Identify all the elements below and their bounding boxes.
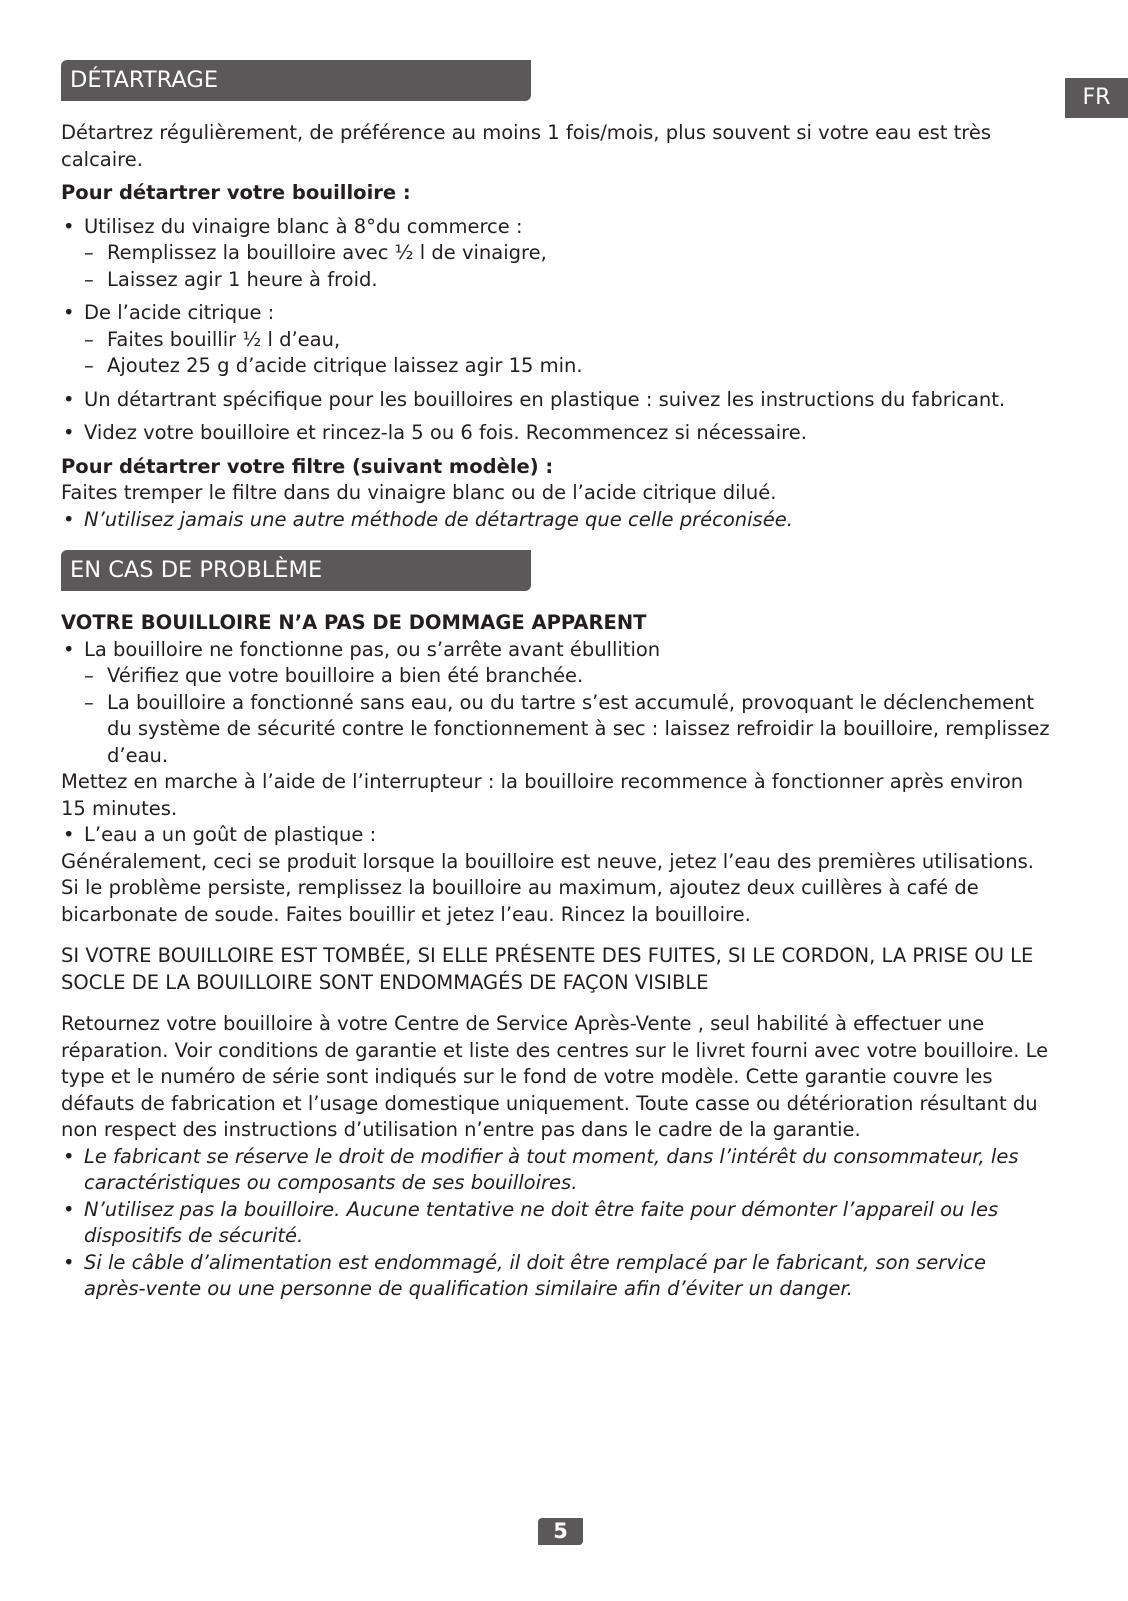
citric-item: • De l’acide citrique : (61, 300, 1051, 327)
filter-descaling-heading: Pour détartrer votre filtre (suivant modèle) : (61, 454, 554, 478)
kettle-descaling-heading: Pour détartrer votre bouilloire : (61, 181, 411, 204)
page-number: 5 (538, 1518, 583, 1545)
problem-title: EN CAS DE PROBLÈME (61, 550, 531, 591)
taste-item: • L’eau a un goût de plastique : (61, 822, 1051, 849)
taste-text: Généralement, ceci se produit lorsque la bouilloire est neuve, jetez l’eau des premières utilisations. Si le problème persiste, remplissez la bouilloire au maximum, ajoutez deux cuillères à café de bicarbonate de soude. Faites bouillir et jetez l’eau. Rincez la bouilloire. (61, 849, 1035, 926)
filter-text: Faites tremper le filtre dans du vinaigre blanc ou de l’acide citrique dilué. (61, 481, 777, 504)
descaling-title: DÉTARTRAGE (61, 60, 531, 101)
citric-step: – Ajoutez 25 g d’acide citrique laissez agir 15 min. (61, 353, 1051, 380)
damaged-heading: SI VOTRE BOUILLOIRE EST TOMBÉE, SI ELLE PRÉSENTE DES FUITES, SI LE CORDON, LA PRISE OU LE SOCLE DE LA BOUILLOIRE SONT ENDOMMAGÉS DE FAÇON VISIBLE (61, 944, 1034, 994)
not-working-item: • La bouilloire ne fonctionne pas, ou s’arrête avant ébullition (61, 637, 1051, 664)
power-cable-note: • Si le câble d’alimentation est endommagé, il doit être remplacé par le fabricant, son service après-vente ou une personne de qualification similaire afin d’éviter un danger. (61, 1250, 1051, 1303)
vinegar-item: • Utilisez du vinaigre blanc à 8°du commerce : (61, 214, 1051, 241)
return-text: Retournez votre bouilloire à votre Centre de Service Après-Vente , seul habilité à effectuer une réparation. Voir conditions de garantie et liste des centres sur le livret fourni avec votre bouilloire. Le type et le numéro de série sont indiqués sur le fond de votre modèle. Cette garantie couvre les défauts de fabrication et l’usage domestique uniquement. Toute casse ou détérioration résultant du non respect des instructions d’utilisation n’entre pas dans le cadre de la garantie. (61, 1012, 1049, 1141)
no-damage-heading: VOTRE BOUILLOIRE N’A PAS DE DOMMAGE APPARENT (61, 611, 647, 634)
language-tab: FR (1065, 78, 1128, 118)
descaling-intro: Détartrez régulièrement, de préférence au moins 1 fois/mois, plus souvent si votre eau est très calcaire. (61, 121, 991, 171)
dry-run-step: – La bouilloire a fonctionné sans eau, ou du tartre s’est accumulé, provoquant le déclenchement du système de sécurité contre le fonctionnement à sec : laissez refroidir la bouilloire, remplissez d’eau. (61, 690, 1051, 770)
manufacturer-note: • Le fabricant se réserve le droit de modifier à tout moment, dans l’intérêt du consommateur, les caractéristiques ou composants de ses bouilloires. (61, 1144, 1051, 1197)
problem-section (61, 610, 1051, 1303)
descaling-section (61, 120, 1051, 533)
restart-text: Mettez en marche à l’aide de l’interrupteur : la bouilloire recommence à fonctionner après environ 15 minutes. (61, 770, 1024, 820)
rinse-item: • Videz votre bouilloire et rincez-la 5 ou 6 fois. Recommencez si nécessaire. (61, 420, 1051, 447)
vinegar-step: – Laissez agir 1 heure à froid. (61, 267, 1051, 294)
check-plugged-step: – Vérifiez que votre bouilloire a bien été branchée. (61, 663, 1051, 690)
specific-descaler-item: • Un détartrant spécifique pour les bouilloires en plastique : suivez les instructions du fabricant. (61, 387, 1051, 414)
citric-step: – Faites bouillir ½ l d’eau, (61, 327, 1051, 354)
do-not-use-note: • N’utilisez pas la bouilloire. Aucune tentative ne doit être faite pour démonter l’appareil ou les dispositifs de sécurité. (61, 1197, 1051, 1250)
vinegar-step: – Remplissez la bouilloire avec ½ l de vinaigre, (61, 240, 1051, 267)
filter-warning: • N’utilisez jamais une autre méthode de détartrage que celle préconisée. (61, 507, 1051, 534)
